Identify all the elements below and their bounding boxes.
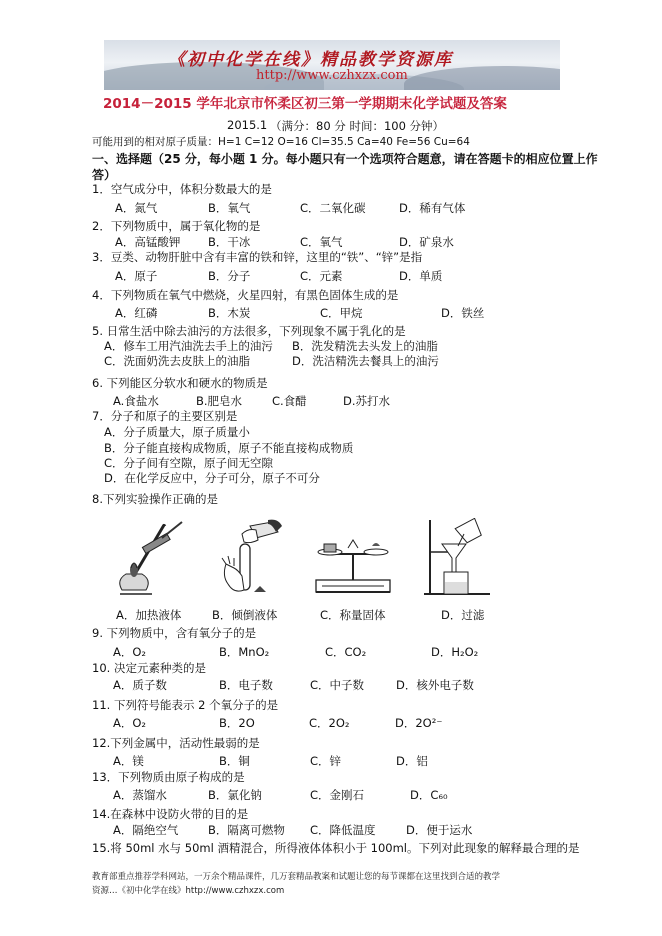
question-option: D．核外电子数 (396, 678, 474, 692)
banner-title: 《初中化学在线》精品教学资源库 (168, 50, 453, 70)
section-heading-line2: 答） (92, 168, 117, 182)
question-option: C.食醋 (272, 394, 307, 408)
question-option: A．质子数 (113, 678, 167, 692)
question-option: A．高锰酸钾 (115, 235, 181, 249)
question-option: B．倾倒液体 (212, 608, 278, 622)
question-option: C．氧气 (300, 235, 343, 249)
question-stem: 6. 下列能区分软水和硬水的物质是 (92, 376, 268, 390)
pouring-liquid-figure (212, 518, 288, 600)
question-stem: 11. 下列符号能表示 2 个氧分子的是 (92, 698, 279, 712)
question-option: D．便于运水 (406, 823, 473, 837)
question-stem: 2．下列物质中，属于氧化物的是 (92, 219, 261, 233)
question-option: B．氯化钠 (208, 788, 262, 802)
question-option: B．氧气 (208, 201, 251, 215)
question-option: B．分子能直接构成物质，原子不能直接构成物质 (104, 441, 354, 455)
question-stem: 13．下列物质由原子构成的是 (92, 770, 245, 784)
question-option: A．原子 (115, 269, 158, 283)
question-option: D．C₆₀ (410, 788, 448, 802)
question-stem: 5. 日常生活中除去油污的方法很多，下列现象不属于乳化的是 (92, 324, 406, 338)
question-option: D．过滤 (441, 608, 485, 622)
question-option: C．分子间有空隙，原子间无空隙 (104, 456, 274, 470)
banner-url[interactable]: http://www.czhxzx.com (256, 68, 408, 83)
question-option: D．单质 (399, 269, 443, 283)
question-option: C．元素 (300, 269, 343, 283)
question-stem: 15.将 50ml 水与 50ml 酒精混合，所得液体体积小于 100ml。下列对此现象的解释最合理的是 (92, 841, 580, 855)
question-option: A．红磷 (115, 306, 158, 320)
question-stem: 14.在森林中设防火带的目的是 (92, 807, 249, 821)
question-option: B．洗发精洗去头发上的油脂 (292, 339, 438, 353)
balance-figure (312, 518, 394, 600)
question-option: C．降低温度 (310, 823, 376, 837)
question-option: A．O₂ (113, 645, 147, 659)
exam-date: 2015.1 (227, 118, 268, 132)
question-option: A．O₂ (113, 716, 147, 730)
section-heading-line1: 一、选择题（25 分，每小题 1 分。每小题只有一个选项符合题意，请在答题卡的相应位置上作 (92, 152, 598, 166)
question-option: A.食盐水 (113, 394, 159, 408)
question-stem: 10. 决定元素种类的是 (92, 661, 206, 675)
question-option: A．修车工用汽油洗去手上的油污 (104, 339, 273, 353)
exam-score-time: （满分：80 分 时间：100 分钟） (270, 119, 445, 133)
question-option: D．在化学反应中，分子可分，原子不可分 (104, 471, 320, 485)
question-option: D．2O²⁻ (395, 716, 443, 730)
question-stem: 4．下列物质在氧气中燃烧，火星四射，有黑色固体生成的是 (92, 288, 399, 302)
question-stem: 9. 下列物质中，含有氧分子的是 (92, 626, 257, 640)
question-option: B．干冰 (208, 235, 251, 249)
question-stem: 3．豆类、动物肝脏中含有丰富的铁和锌，这里的“铁”、“锌”是指 (92, 250, 423, 264)
question-option: D．H₂O₂ (431, 645, 479, 659)
question-option: A．氮气 (115, 201, 158, 215)
question-option: D．铁丝 (441, 306, 485, 320)
question-option: D．稀有气体 (399, 201, 466, 215)
question-option: C．锌 (310, 754, 342, 768)
question-option: B．铜 (219, 754, 250, 768)
question-option: C．金刚石 (310, 788, 365, 802)
footer-line-2[interactable]: 资源…《初中化学在线》http://www.czhxzx.com (92, 886, 285, 896)
document-title: 2014－2015 学年北京市怀柔区初三第一学期期末化学试题及答案 (103, 96, 507, 112)
footer-line-1: 教育部重点推荐学科网站，一万余个精品课件，几万套精品教案和试题让您的每节课都在这里找到合适的教学 (92, 872, 501, 882)
question-option: B．MnO₂ (219, 645, 270, 659)
question-option: D．矿泉水 (399, 235, 454, 249)
question-option: A．分子质量大，原子质量小 (104, 425, 250, 439)
atomic-masses: 可能用到的相对原子质量：H=1 C=12 O=16 Cl=35.5 Ca=40 Fe=56 Cu=64 (92, 136, 470, 148)
question-stem: 7．分子和原子的主要区别是 (92, 409, 238, 423)
question-stem: 1．空气成分中，体积分数最大的是 (92, 182, 272, 196)
question-option: A．隔绝空气 (113, 823, 179, 837)
header-banner (104, 40, 560, 90)
question-stem: 12.下列金属中，活动性最弱的是 (92, 736, 260, 750)
question-option: B．木炭 (208, 306, 251, 320)
question-option: B．2O (219, 716, 255, 730)
question-stem: 8.下列实验操作正确的是 (92, 492, 218, 506)
question-option: C．洗面奶洗去皮肤上的油脂 (104, 354, 251, 368)
question-option: B.肥皂水 (196, 394, 243, 408)
question-option: C．二氧化碳 (300, 201, 366, 215)
question-option: A．镁 (113, 754, 144, 768)
question-option: D．洗洁精洗去餐具上的油污 (292, 354, 439, 368)
question-option: B．电子数 (219, 678, 273, 692)
question-option: A．蒸馏水 (113, 788, 167, 802)
question-option: C．甲烷 (320, 306, 363, 320)
question-option: C．中子数 (310, 678, 365, 692)
question-option: C．称量固体 (320, 608, 386, 622)
heating-liquid-figure (112, 518, 188, 600)
question-option: D．铝 (396, 754, 428, 768)
question-option: D.苏打水 (343, 394, 391, 408)
question-option: A．加热液体 (116, 608, 182, 622)
question-option: C．2O₂ (309, 716, 350, 730)
filtration-figure (420, 518, 496, 600)
question-option: B．隔离可燃物 (208, 823, 285, 837)
question-option: C．CO₂ (325, 645, 367, 659)
question-option: B．分子 (208, 269, 251, 283)
